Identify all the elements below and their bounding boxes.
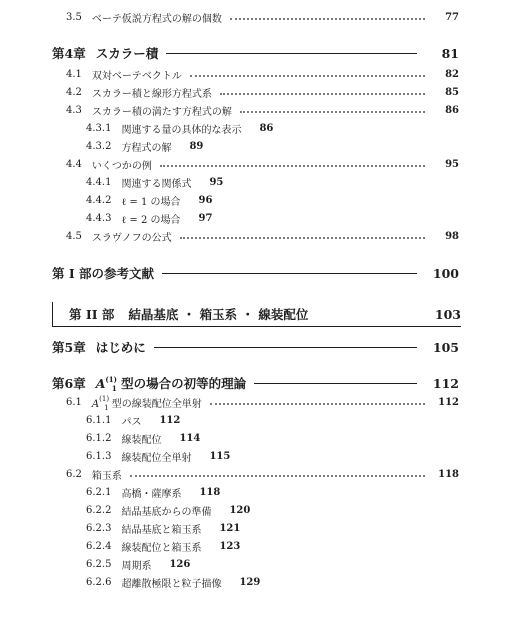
toc-number: 4.5 (66, 230, 82, 242)
toc-dot-leader (180, 237, 425, 239)
toc-page-number: 81 (441, 45, 459, 61)
toc-title-text: 型の線装配位全単射 (111, 398, 202, 410)
toc-section-row (0, 8, 507, 26)
toc-title-text: 型の場合の初等的理論 (121, 376, 247, 391)
toc-chapter-row (0, 42, 507, 64)
toc-section-row (0, 101, 507, 119)
toc-sub-row (0, 537, 507, 555)
toc-number: 4.4 (66, 158, 82, 170)
toc-sub-row (0, 191, 507, 209)
part-title: 結晶基底 ・ 箱玉系 ・ 線装配位 (128, 307, 309, 322)
toc-title (96, 374, 246, 392)
toc-page-number: 86 (259, 122, 274, 134)
toc-number: 6.1.1 (86, 414, 112, 426)
toc-chapter-row (0, 262, 507, 284)
toc-title: 関連する関係式 (121, 178, 192, 190)
toc-title: 線装配位全単射 (121, 452, 192, 464)
toc-number: 第6章 (52, 376, 86, 391)
toc-title (92, 395, 202, 410)
math-a1-symbol: $A^{(1)}_1$ (95, 375, 117, 393)
toc-dot-leader (190, 75, 425, 77)
toc-page-number: 112 (438, 396, 459, 408)
toc-number: 6.1.3 (86, 450, 112, 462)
toc-number: 4.2 (66, 86, 82, 98)
part-page: 103 (434, 306, 461, 322)
toc-number: 3.5 (66, 11, 82, 23)
toc-page-number: 114 (179, 432, 201, 444)
toc-dot-leader (130, 475, 425, 477)
toc-page-number: 118 (438, 468, 459, 480)
toc-page-number: 129 (239, 576, 261, 588)
toc-number: 6.2.5 (86, 558, 112, 570)
toc-number: 4.4.1 (86, 176, 112, 188)
toc-number: 4.4.2 (86, 194, 112, 206)
toc-title: ℓ = 1 の場合 (121, 196, 181, 208)
toc-sub-row (0, 447, 507, 465)
toc-rule (254, 383, 417, 384)
toc-rule (154, 347, 417, 348)
toc-number: 6.1 (66, 396, 82, 408)
toc-number: 4.1 (66, 68, 82, 80)
toc-page-number: 120 (229, 504, 251, 516)
toc-page-number: 112 (159, 414, 181, 426)
toc-section-row (0, 155, 507, 173)
toc-page-number: 112 (432, 375, 459, 391)
toc-sub-row (0, 519, 507, 537)
toc-page-number: 96 (198, 194, 213, 206)
toc-number: 第 I 部の参考文献 (52, 266, 155, 281)
toc-page-number: 121 (219, 522, 241, 534)
toc-title: 方程式の解 (121, 142, 172, 154)
toc-title: 高橋・薩摩系 (121, 488, 182, 500)
toc-rule (162, 273, 417, 274)
toc-page-number: 98 (445, 230, 459, 242)
toc-number: 6.2.6 (86, 576, 112, 588)
toc-page-number: 123 (219, 540, 241, 552)
toc-section-row (0, 227, 507, 245)
toc-number: 第5章 (52, 340, 86, 355)
toc-title: スカラー積 (95, 46, 159, 61)
toc-dot-leader (240, 111, 425, 113)
toc-rule (166, 53, 417, 54)
toc-dot-leader (160, 165, 425, 167)
toc-sub-row (0, 429, 507, 447)
toc-title: 線装配位 (121, 434, 162, 446)
toc-number: 6.2.4 (86, 540, 112, 552)
toc-sub-row (0, 119, 507, 137)
toc-title: スカラー積と線形方程式系 (91, 88, 212, 100)
toc-sub-row (0, 483, 507, 501)
toc-title: いくつかの例 (91, 160, 152, 172)
toc-section-row (0, 393, 507, 411)
toc-number: 6.2.2 (86, 504, 112, 516)
toc-title: 箱玉系 (91, 470, 122, 482)
toc-number: 4.3.1 (86, 122, 112, 134)
toc-number: 6.2 (66, 468, 82, 480)
toc-title: 関連する量の具体的な表示 (121, 124, 242, 136)
toc-section-row (0, 65, 507, 83)
toc-sub-row (0, 209, 507, 227)
toc-dot-leader (210, 403, 425, 405)
toc-sub-row (0, 573, 507, 591)
part-number: 第 II 部 (69, 307, 115, 322)
toc-title: 結晶基底と箱玉系 (121, 524, 202, 536)
toc-page-number: 82 (445, 68, 459, 80)
toc-title: 超離散極限と粒子描像 (121, 578, 222, 590)
toc-page-number: 115 (209, 450, 231, 462)
toc-number: 4.3 (66, 104, 82, 116)
toc-number: 第4章 (52, 46, 86, 61)
toc-number: 4.3.2 (86, 140, 112, 152)
toc-sub-row (0, 173, 507, 191)
toc-number: 4.4.3 (86, 212, 112, 224)
toc-dot-leader (220, 93, 425, 95)
toc-number: 6.2.1 (86, 486, 112, 498)
math-a1-symbol: $A^{(1)}_1$ (91, 394, 110, 412)
toc-number: 6.1.2 (86, 432, 112, 444)
toc-title: ℓ = 2 の場合 (121, 214, 181, 226)
toc-page-number: 77 (445, 11, 459, 23)
toc-title: 結晶基底からの準備 (121, 506, 212, 518)
toc-number: 6.2.3 (86, 522, 112, 534)
toc-title: 双対ベーテベクトル (91, 70, 182, 82)
toc-page-number: 118 (199, 486, 221, 498)
toc-page-number: 86 (445, 104, 459, 116)
toc-title: はじめに (95, 340, 146, 355)
toc-sub-row (0, 555, 507, 573)
toc-page-number: 95 (445, 158, 459, 170)
toc-chapter-row (0, 336, 507, 358)
toc-dot-leader (230, 18, 425, 20)
toc-page-number: 105 (432, 339, 459, 355)
toc-section-row (0, 465, 507, 483)
toc-chapter-row (0, 372, 507, 394)
toc-section-row (0, 83, 507, 101)
toc-title: 周期系 (121, 560, 152, 572)
toc-page-number: 126 (169, 558, 191, 570)
toc-title: スラヴノフの公式 (91, 232, 172, 244)
toc-title: ベーテ仮説方程式の解の個数 (91, 13, 222, 25)
toc-sub-row (0, 501, 507, 519)
toc-sub-row (0, 411, 507, 429)
toc-title: 線装配位と箱玉系 (121, 542, 202, 554)
toc-title: スカラー積の満たす方程式の解 (91, 106, 232, 118)
toc-page-number: 97 (198, 212, 213, 224)
toc-sub-row (0, 137, 507, 155)
toc-title: パス (121, 416, 142, 428)
part-heading (52, 302, 461, 327)
toc-page-number: 95 (209, 176, 224, 188)
toc-page-number: 100 (432, 265, 459, 281)
toc-page-number: 89 (189, 140, 204, 152)
toc-page-number: 85 (445, 86, 459, 98)
